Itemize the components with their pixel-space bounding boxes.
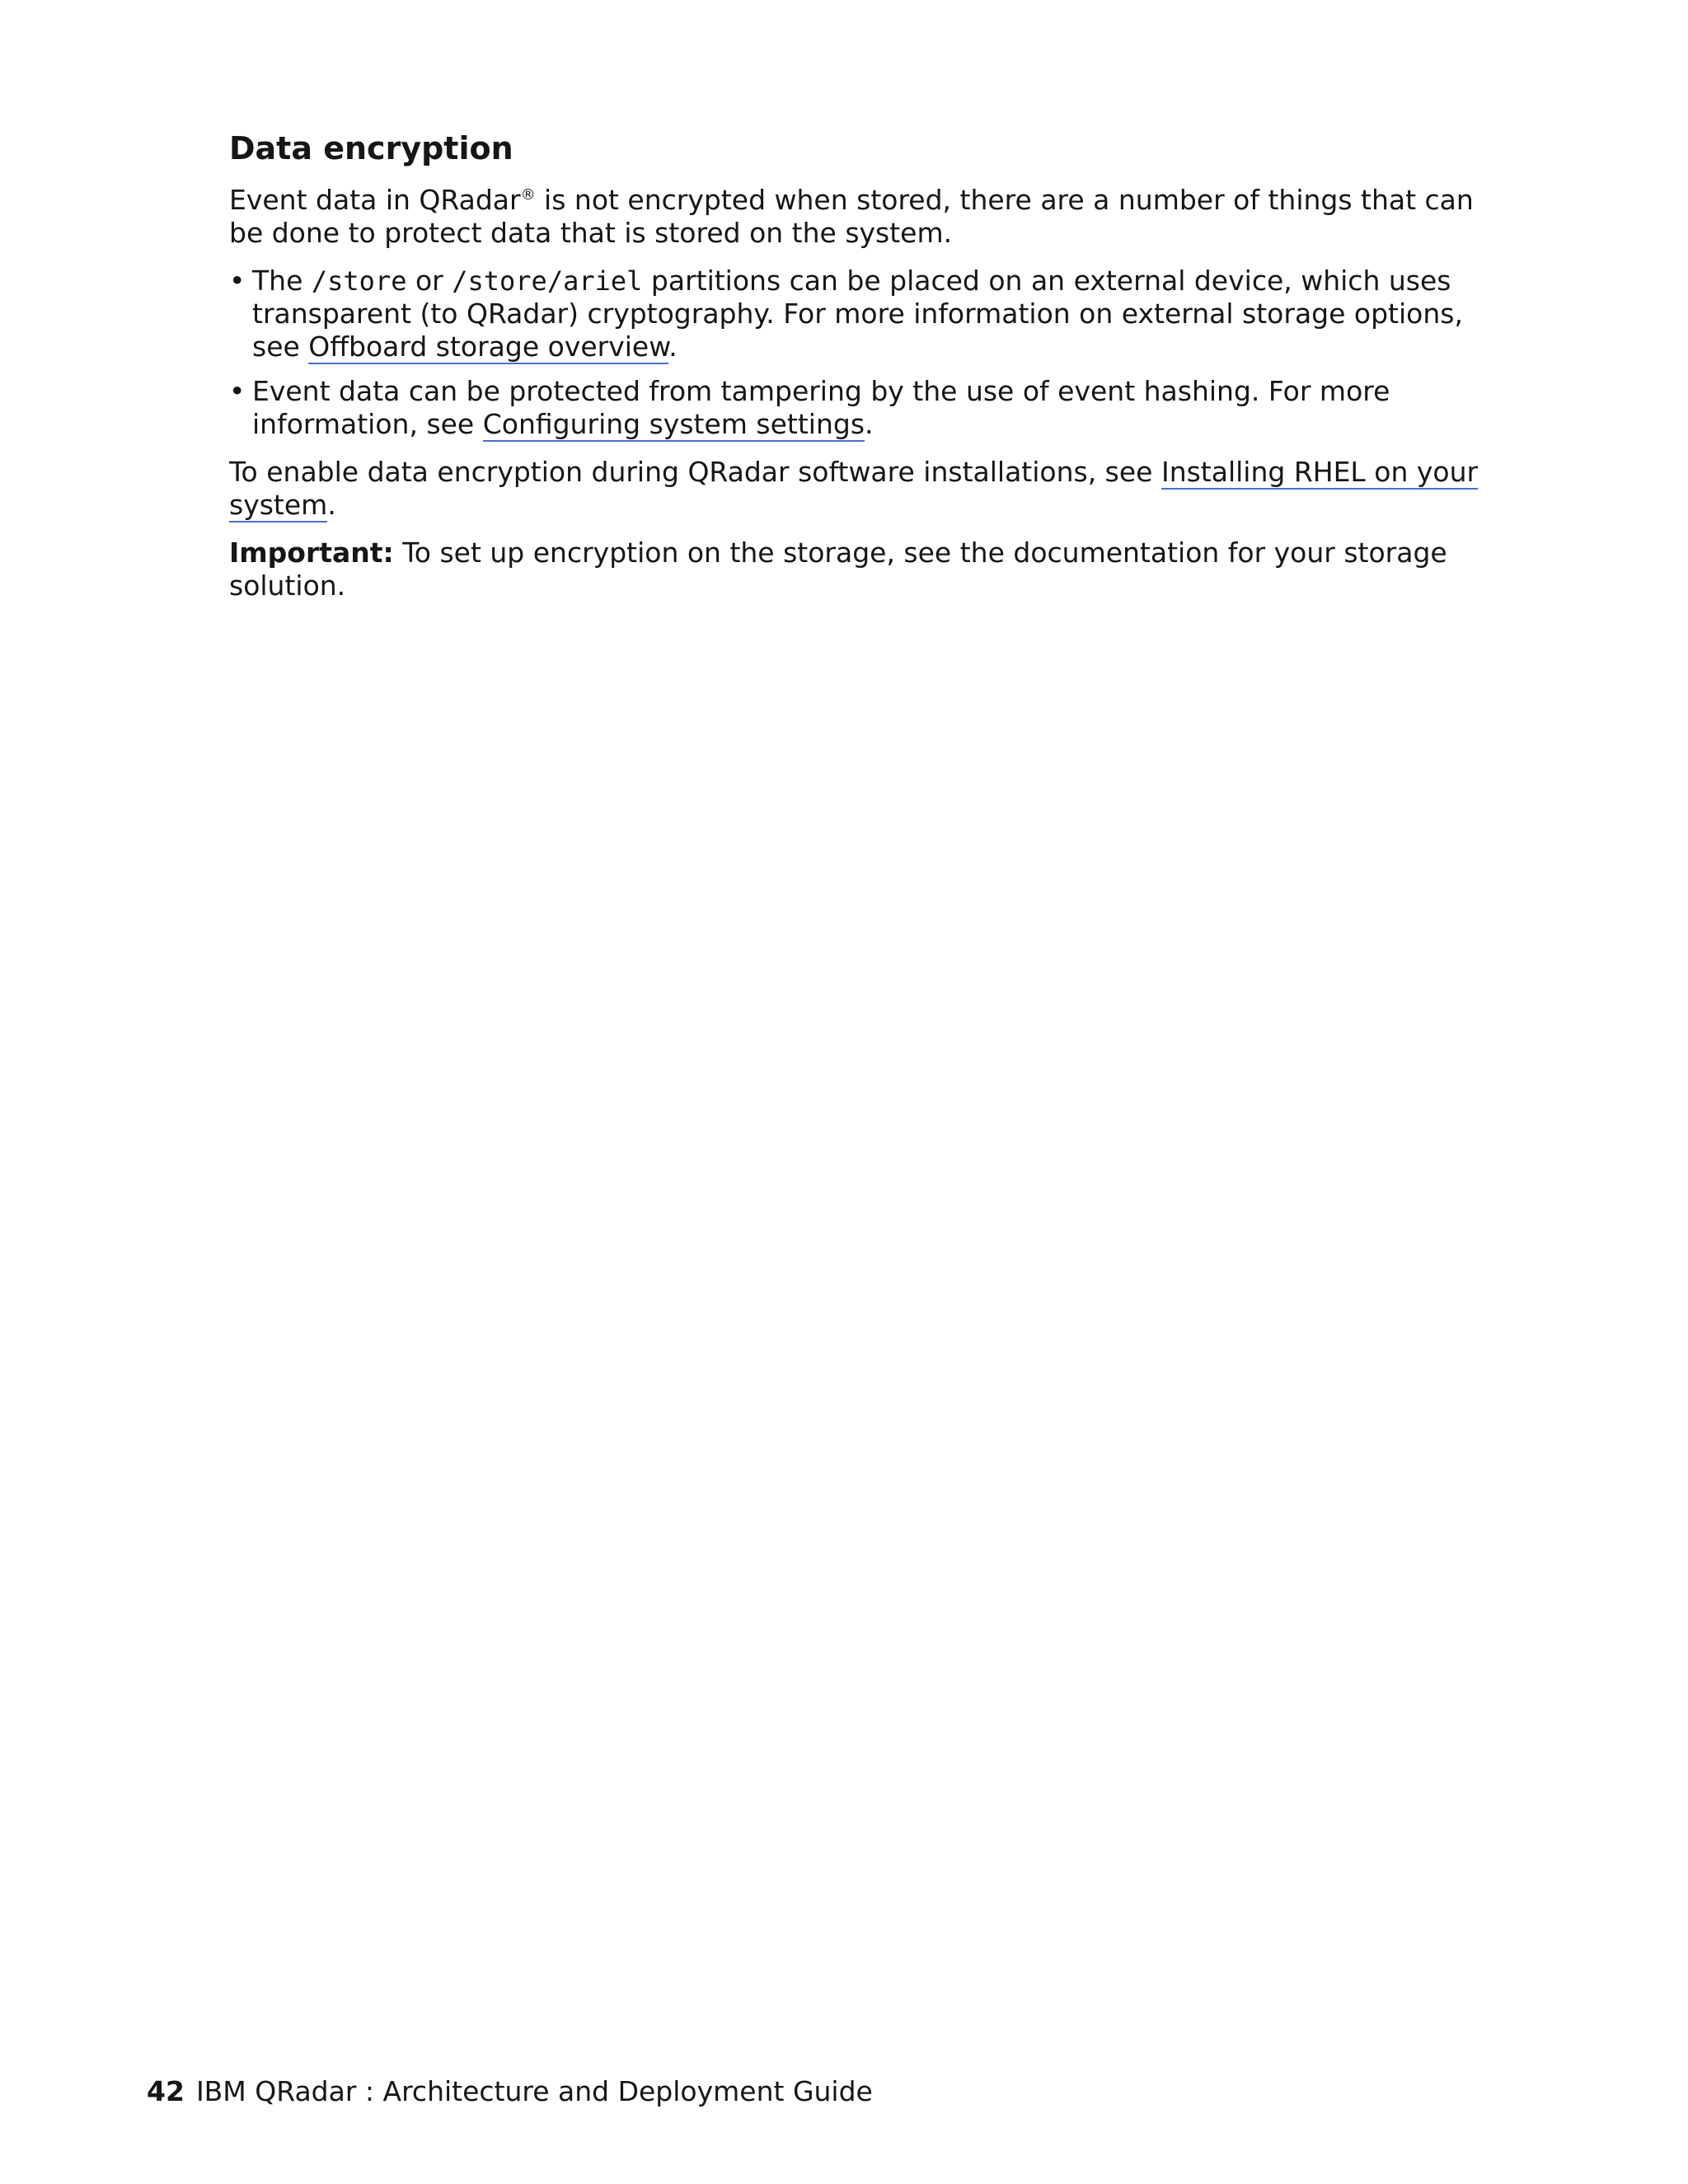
list-item-text: partitions can be placed on an external device, which uses transparent (to QRadar) cryptography. For more information on external storage options, see [252,265,1463,363]
important-label: Important: [229,537,394,569]
intro-text-end: is not encrypted when stored, there are a number of things that can be done to protect data that is stored on the system. [229,184,1474,249]
list-item-text: . [668,330,678,363]
list-item-external-storage [229,265,1515,363]
code-store-path: /store [311,265,407,297]
important-note [229,537,1515,602]
page-footer [147,2075,873,2108]
offboard-storage-link[interactable]: Offboard storage overview [308,330,669,363]
bullet-list [229,265,1515,441]
intro-text-start: Event data in QRadar [229,184,521,216]
enable-text: To enable data encryption during QRadar software installations, see [229,456,1161,488]
list-item-text: or [406,265,452,297]
important-text: To set up encryption on the storage, see the documentation for your storage solution. [229,537,1447,602]
bullet-icon: • [229,375,246,407]
list-item-text: Event data can be protected from tampering by the use of event hashing. For more information, see [252,375,1390,440]
code-ariel-path: /store/ariel [452,265,643,297]
section-title: Data encryption [229,130,513,166]
configuring-system-settings-link[interactable]: Configuring system settings [482,408,865,440]
list-item-event-hashing [229,375,1515,441]
registered-mark: ® [520,186,536,204]
enable-text-end: . [327,489,336,521]
list-item-text: The [252,265,312,297]
bullet-icon: • [229,265,246,297]
intro-paragraph [229,184,1515,250]
enable-encryption-paragraph [229,456,1515,522]
document-title: IBM QRadar : Architecture and Deployment Guide [195,2075,873,2107]
list-item-text: . [865,408,874,440]
page-content [229,128,1515,617]
installing-rhel-link[interactable]: Installing RHEL on your system [229,456,1479,521]
page-number: 42 [147,2075,185,2107]
